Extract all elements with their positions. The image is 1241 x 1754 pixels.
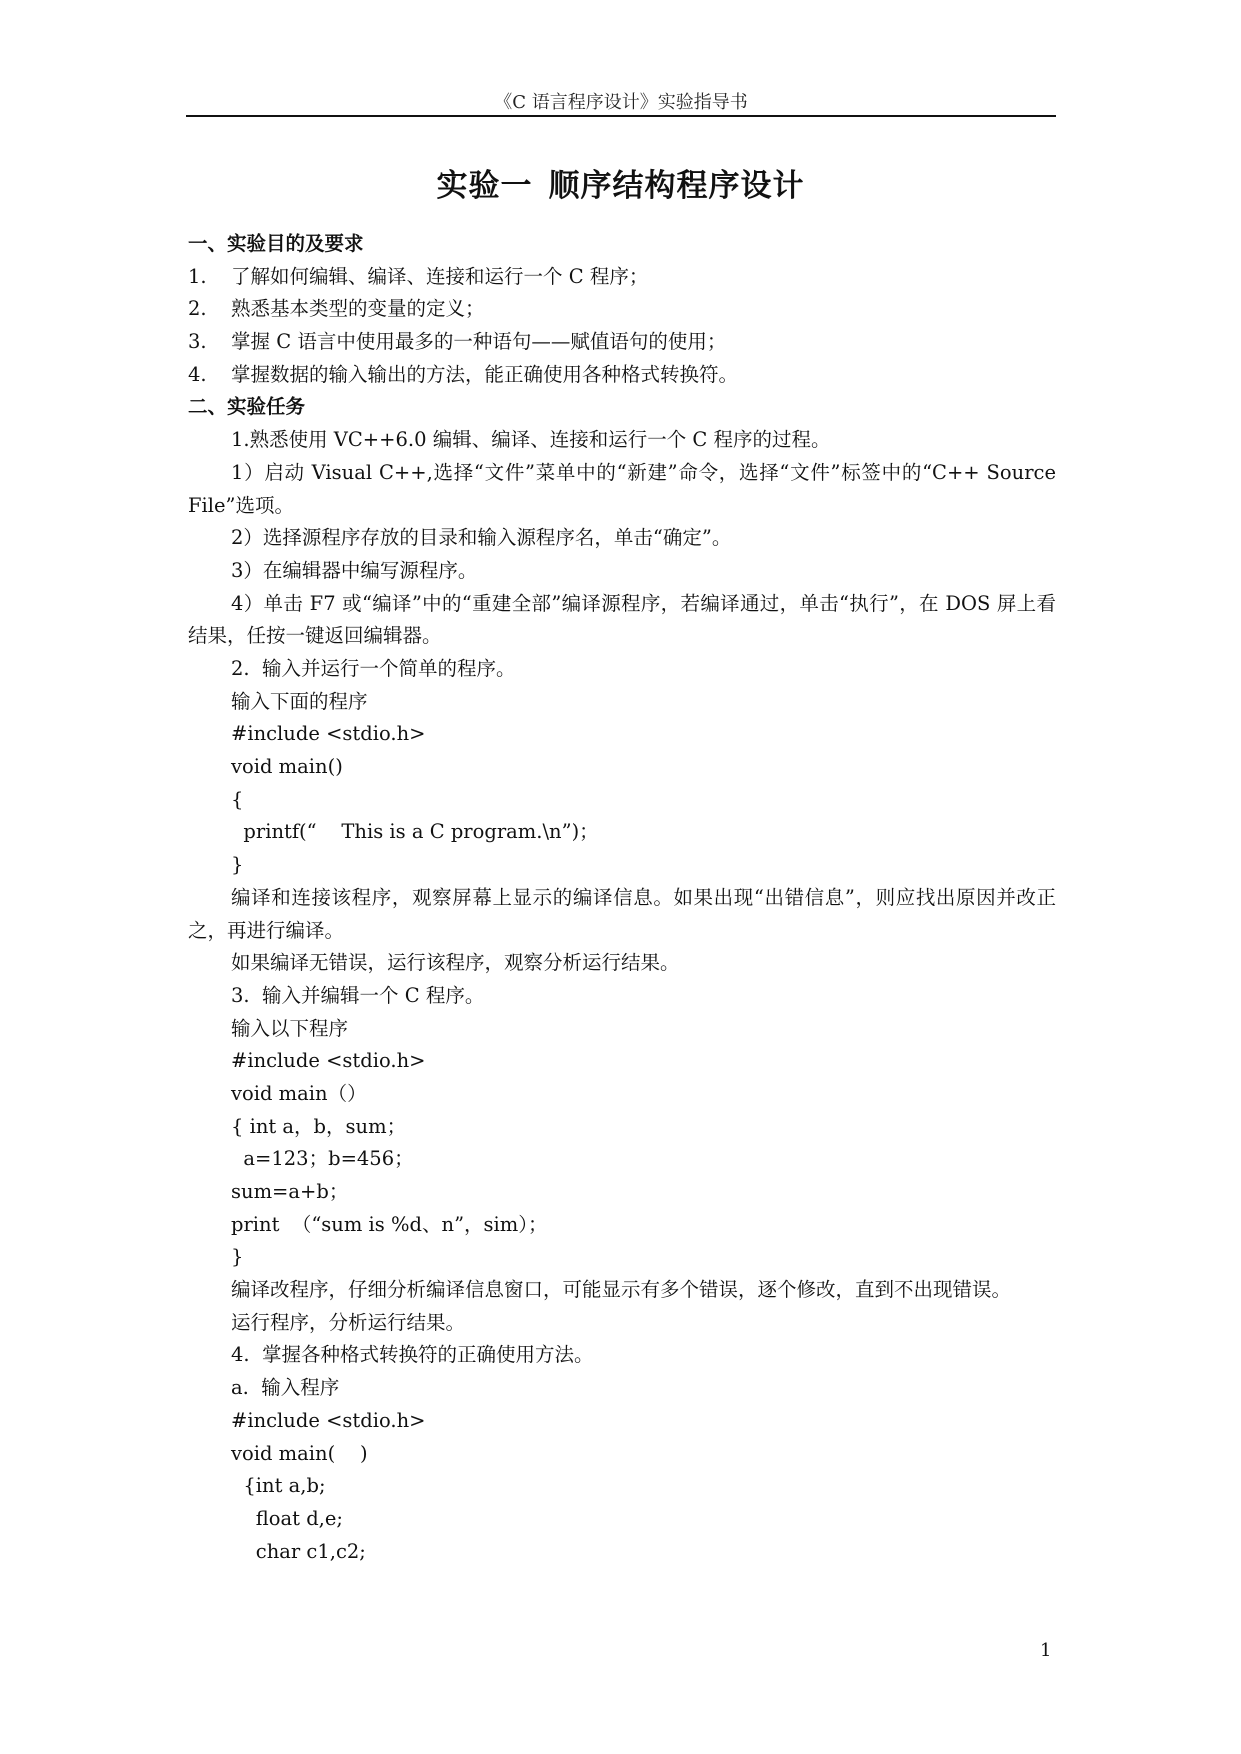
objective-number: 4. xyxy=(188,362,207,386)
objective-item xyxy=(188,326,1056,359)
task-paragraph: 如果编译无错误，运行该程序，观察分析运行结果。 xyxy=(231,951,680,975)
objective-number: 2. xyxy=(188,297,207,321)
task-paragraph: 输入下面的程序 xyxy=(231,689,368,713)
task-paragraph: 输入以下程序 xyxy=(231,1016,349,1040)
task-paragraph: 编译和连接该程序，观察屏幕上显示的编译信息。如果出现“出错信息”，则应找出原因并改正之，再进行编译。 xyxy=(188,885,1056,942)
task-paragraph: 3）在编辑器中编写源程序。 xyxy=(231,558,478,582)
page-number: 1 xyxy=(1040,1640,1052,1661)
code-line: { xyxy=(231,787,244,811)
page-title xyxy=(0,160,1241,205)
task-paragraph: 运行程序，分析运行结果。 xyxy=(231,1310,466,1334)
code-line: { int a，b，sum； xyxy=(231,1114,407,1138)
task-paragraph: 2）选择源程序存放的目录和输入源程序名，单击“确定”。 xyxy=(231,526,732,550)
code-line: sum=a+b； xyxy=(231,1180,349,1204)
title-part1: 实验一 xyxy=(436,168,533,204)
section-heading-objectives: 一、实验目的及要求 xyxy=(188,232,364,255)
task-paragraph: 4. 掌握各种格式转换符的正确使用方法。 xyxy=(231,1343,594,1367)
code-line: } xyxy=(231,1245,244,1269)
section-heading-tasks: 二、实验任务 xyxy=(188,395,306,419)
code-line: printf(“ This is a C program.\n”)； xyxy=(231,820,599,844)
objective-item xyxy=(188,261,1056,294)
running-header: 《C 语言程序设计》实验指导书 xyxy=(494,92,748,113)
code-line: void main() xyxy=(231,755,343,779)
code-line: void main( ) xyxy=(231,1441,368,1465)
task-paragraph: 1）启动 Visual C++,选择“文件”菜单中的“新建”命令，选择“文件”标签中的“C++ Source File”选项。 xyxy=(188,460,1056,517)
objective-text: 掌握 C 语言中使用最多的一种语句——赋值语句的使用； xyxy=(231,330,727,354)
code-line: void main（） xyxy=(231,1081,367,1105)
objective-number: 1. xyxy=(188,264,207,288)
code-line: } xyxy=(231,853,244,877)
task-paragraph: 1.熟悉使用 VC++6.0 编辑、编译、连接和运行一个 C 程序的过程。 xyxy=(231,428,831,452)
title-part2: 顺序结构程序设计 xyxy=(548,168,805,204)
code-line: #include <stdio.h> xyxy=(231,722,426,746)
task-paragraph: a. 输入程序 xyxy=(231,1376,340,1400)
objective-text: 掌握数据的输入输出的方法，能正确使用各种格式转换符。 xyxy=(231,362,739,386)
objective-item xyxy=(188,293,1056,326)
task-paragraph: 3. 输入并编辑一个 C 程序。 xyxy=(231,983,485,1007)
code-line: #include <stdio.h> xyxy=(231,1408,426,1432)
code-line: char c1,c2; xyxy=(231,1539,366,1563)
objective-text: 了解如何编辑、编译、连接和运行一个 C 程序； xyxy=(231,264,649,288)
objective-item xyxy=(188,359,1056,392)
objective-number: 3. xyxy=(188,330,207,354)
task-paragraph: 编译改程序，仔细分析编译信息窗口，可能显示有多个错误，逐个修改，直到不出现错误。 xyxy=(231,1278,1012,1302)
task-paragraph: 2. 输入并运行一个简单的程序。 xyxy=(231,657,516,680)
code-line: a=123；b=456； xyxy=(231,1147,414,1171)
document-body xyxy=(188,228,1056,1568)
code-line: print （“sum is %d、n”，sim）； xyxy=(231,1212,548,1236)
task-paragraph: 4）单击 F7 或“编译”中的“重建全部”编译源程序，若编译通过，单击“执行”，在 DOS 屏上看结果，任按一键返回编辑器。 xyxy=(188,591,1056,648)
objective-text: 熟悉基本类型的变量的定义； xyxy=(231,297,485,321)
code-line: {int a,b; xyxy=(231,1474,326,1498)
code-line: #include <stdio.h> xyxy=(231,1049,426,1073)
header-rule xyxy=(186,115,1056,117)
code-line: float d,e; xyxy=(231,1506,343,1530)
